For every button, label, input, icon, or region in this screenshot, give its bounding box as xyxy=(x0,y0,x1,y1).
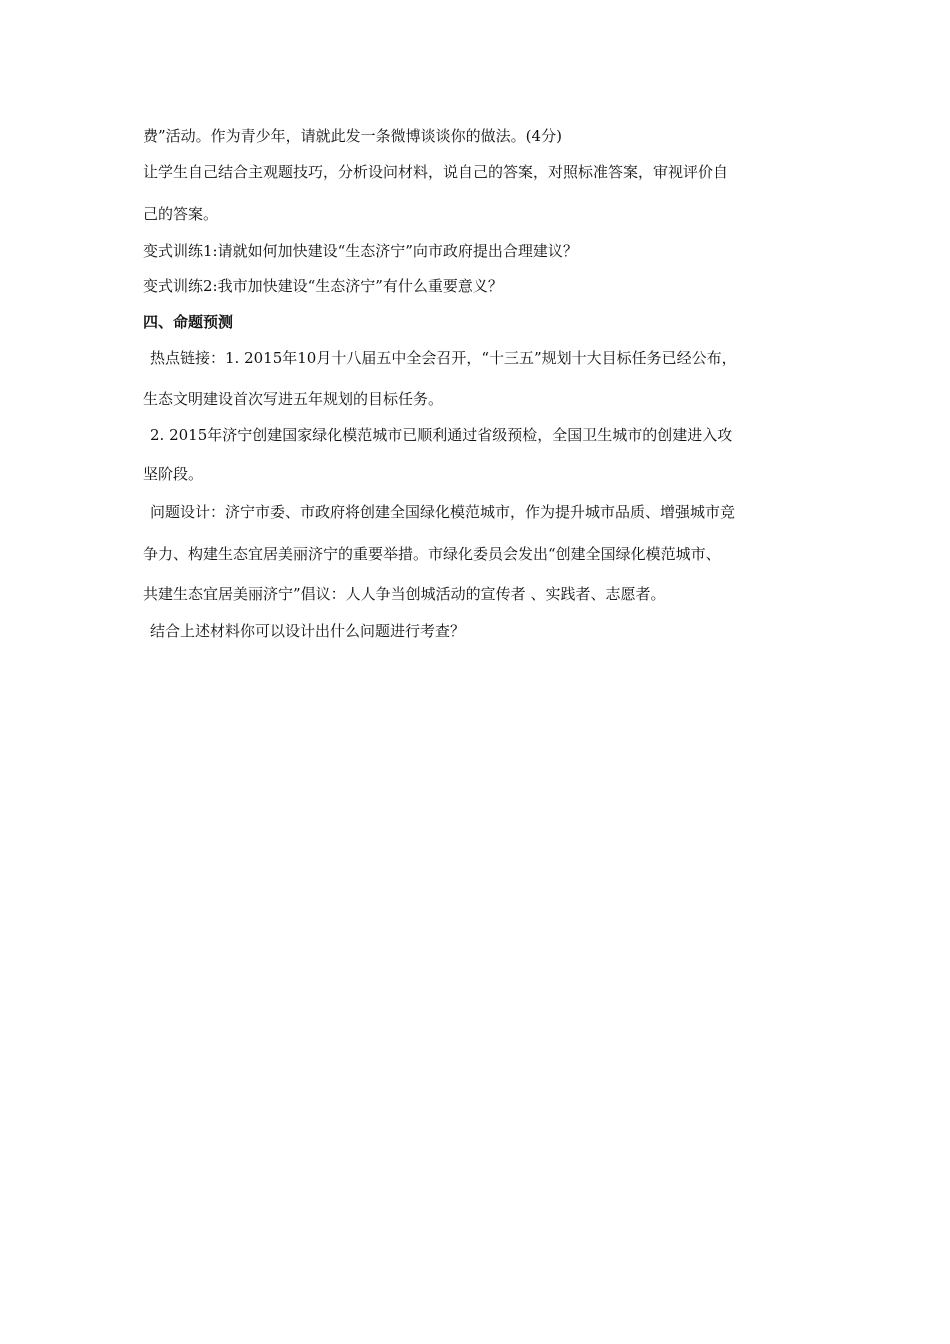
prediction-line-2: 生态文明建设首次写进五年规划的目标任务。 xyxy=(143,390,444,408)
prediction-line-4: 坚阶段。 xyxy=(143,465,204,483)
text-line-2: 让学生自己结合主观题技巧，分析设问材料，说自己的答案，对照标准答案，审视评价自 xyxy=(143,163,729,181)
text-line-3: 己的答案。 xyxy=(143,205,219,223)
text-line-1: 费”活动。作为青少年，请就此发一条微博谈谈你的做法。(4分) xyxy=(143,127,562,145)
prediction-line-3: 2. 2015年济宁创建国家绿化模范城市已顺利通过省级预检，全国卫生城市的创建进入攻 xyxy=(150,426,733,444)
prediction-line-8: 结合上述材料你可以设计出什么问题进行考查？ xyxy=(150,622,466,640)
section-heading: 四、命题预测 xyxy=(143,313,234,331)
prediction-line-5: 问题设计：济宁市委、市政府将创建全国绿化模范城市，作为提升城市品质、增强城市竞 xyxy=(150,503,736,521)
text-line-5: 变式训练2:我市加快建设“生态济宁”有什么重要意义？ xyxy=(143,277,503,295)
text-line-4: 变式训练1:请就如何加快建设“生态济宁”向市政府提出合理建议？ xyxy=(143,242,578,260)
prediction-line-1: 热点链接：1. 2015年10月十八届五中全会召开，“十三五”规划十大目标任务已经公布， xyxy=(150,349,737,367)
prediction-line-7: 共建生态宜居美丽济宁”倡议：人人争当创城活动的宣传者 、实践者、志愿者。 xyxy=(143,585,666,603)
prediction-line-6: 争力、构建生态宜居美丽济宁的重要举措。市绿化委员会发出“创建全国绿化模范城市、 xyxy=(143,545,721,563)
